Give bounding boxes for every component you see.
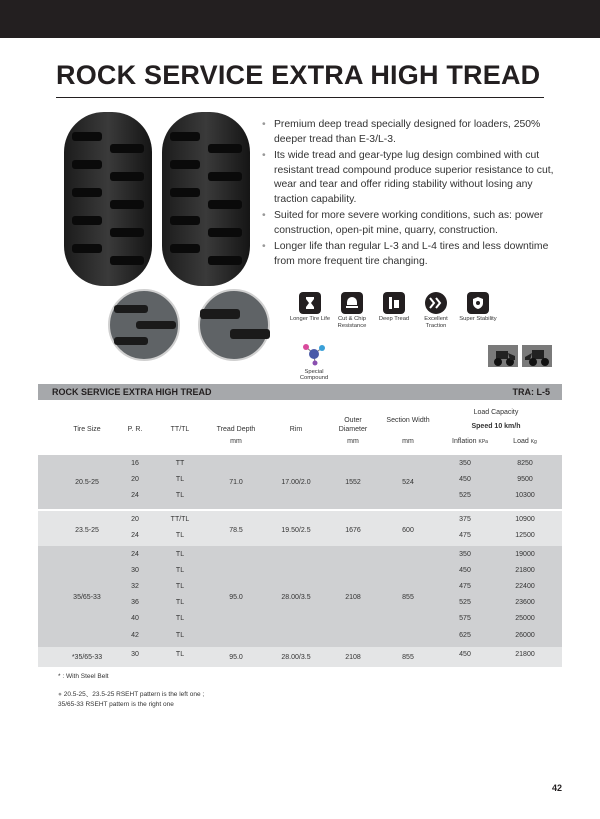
col-tttl: TT/TL (170, 426, 190, 433)
cell-outer-diameter: 2108 (345, 593, 361, 601)
col-pr: P. R. (127, 426, 143, 433)
feature-deep-tread (372, 292, 416, 323)
cell-tttl: TT (175, 460, 185, 467)
bullet-item: • Suited for more severe working conditions, such as: power construction, open-pit mine, quarry, construction. (262, 209, 562, 238)
cell-load: 12500 (515, 532, 535, 540)
cell-pr: 42 (131, 631, 139, 639)
loader-machine-icon (522, 345, 552, 367)
feature-label: Cut & Chip Resistance (337, 316, 367, 329)
cell-pr: 30 (131, 567, 139, 575)
cell-load: 21800 (515, 651, 535, 658)
col-outer-diameter: Outer Diameter (338, 417, 368, 433)
cell-tttl: TL (175, 651, 185, 658)
cell-rim: 28.00/3.5 (281, 653, 311, 661)
cell-inflation: 525 (459, 599, 471, 607)
cell-tttl: TL (175, 615, 185, 623)
cell-tttl: TL (175, 476, 185, 484)
bullet-icon: ● (58, 691, 64, 698)
cell-section-width: 855 (402, 593, 414, 601)
footnote-pattern-line-2: 35/65-33 RSEHT pattern is the right one (58, 701, 174, 708)
cut-chip-icon (341, 292, 363, 314)
cell-section-width: 600 (402, 526, 414, 534)
cell-load: 10300 (515, 492, 535, 500)
col-load-label: Load (513, 438, 529, 445)
page-title: ROCK SERVICE EXTRA HIGH TREAD (56, 60, 541, 90)
cell-load: 21800 (515, 567, 535, 575)
footnote-pattern (58, 690, 204, 710)
col-inflation-unit: KPa (478, 439, 488, 445)
footnote-steel-belt: * : With Steel Belt (58, 673, 109, 680)
feature-label: Excellent Traction (424, 316, 448, 329)
cell-load: 22400 (515, 583, 535, 591)
molecule-icon (301, 342, 327, 366)
cell-pr: 40 (131, 615, 139, 623)
tread-closeup-left (100, 289, 188, 361)
cell-inflation: 450 (459, 567, 471, 575)
feature-longer-tire-life (288, 292, 332, 323)
title-divider (56, 97, 544, 98)
cell-inflation: 475 (459, 532, 471, 540)
cell-outer-diameter: 1552 (345, 478, 361, 486)
feature-bullet-list (262, 118, 562, 271)
cell-load: 19000 (515, 551, 535, 558)
cell-pr: 30 (131, 651, 139, 658)
table-title-bar (38, 384, 562, 400)
cell-tttl: TL (175, 532, 185, 540)
cell-pr: 32 (131, 583, 139, 591)
stability-icon (467, 292, 489, 314)
cell-inflation: 450 (459, 651, 471, 658)
col-inflation-label: Inflation (452, 438, 477, 445)
cell-load: 9500 (517, 476, 533, 484)
cell-section-width: 524 (402, 478, 414, 486)
cell-tttl: TL (175, 551, 185, 558)
feature-excellent-traction (414, 292, 458, 329)
cell-tread-depth: 71.0 (229, 478, 243, 486)
cell-tire-size: 20.5-25 (75, 478, 99, 486)
cell-load: 25000 (515, 615, 535, 623)
cell-load: 23600 (515, 599, 535, 607)
deep-tread-icon (383, 292, 405, 314)
cell-pr: 36 (131, 599, 139, 607)
tra-code: TRA: L-5 (512, 387, 550, 397)
cell-pr: 20 (131, 516, 139, 523)
bullet-item: • Premium deep tread specially designed for loaders, 250% deeper tread than E-3/L-3. (262, 118, 562, 147)
page-number: 42 (551, 783, 562, 793)
cell-tire-size: 35/65-33 (73, 593, 101, 601)
cell-outer-diameter: 1676 (345, 526, 361, 534)
top-bar (0, 0, 600, 38)
col-load-capacity: Load Capacity (473, 409, 519, 416)
feature-label: Deep Tread (378, 316, 410, 322)
tire-photo (62, 108, 254, 290)
bullet-item: • Its wide tread and gear-type lug design combined with cut resistant tread compound produce superior resistance to cut, wear and tear and offer riding stability without losing any traction capability. (262, 149, 562, 207)
col-speed: Speed 10 km/h (471, 423, 521, 430)
cell-outer-diameter: 2108 (345, 653, 361, 661)
col-section-width-unit: mm (402, 438, 414, 445)
cell-pr: 24 (131, 551, 139, 558)
table-title: ROCK SERVICE EXTRA HIGH TREAD (52, 387, 212, 397)
tread-closeup-right (190, 289, 278, 361)
cell-load: 10900 (515, 516, 535, 523)
cell-tread-depth: 78.5 (229, 526, 243, 534)
cell-inflation: 475 (459, 583, 471, 591)
cell-pr: 24 (131, 532, 139, 540)
cell-inflation: 575 (459, 615, 471, 623)
feature-label: Longer Tire Life (289, 316, 331, 322)
hourglass-icon (299, 292, 321, 314)
cell-tttl: TL (175, 631, 185, 639)
loader-machine-icon (488, 345, 518, 367)
cell-rim: 19.50/2.5 (281, 526, 311, 534)
col-load (500, 437, 550, 447)
cell-section-width: 855 (402, 653, 414, 661)
feature-super-stability (456, 292, 500, 323)
cell-pr: 24 (131, 492, 139, 500)
cell-inflation: 450 (459, 476, 471, 484)
feature-special-compound (292, 342, 336, 382)
footnote-pattern-line-1: 20.5-25、23.5-25 RSEHT pattern is the left one ; (63, 691, 205, 698)
col-section-width: Section Width (386, 417, 430, 424)
cell-inflation: 625 (459, 631, 471, 639)
col-tire-size: Tire Size (73, 426, 101, 433)
col-load-unit: Kg (530, 439, 537, 445)
cell-pr: 16 (131, 460, 139, 467)
cell-tttl: TT/TL (170, 516, 190, 523)
cell-inflation: 375 (459, 516, 471, 523)
feature-cut-chip-resistance (330, 292, 374, 329)
cell-tire-size: *35/65-33 (71, 653, 103, 661)
cell-inflation: 350 (459, 551, 471, 558)
cell-inflation: 350 (459, 460, 471, 467)
cell-tread-depth: 95.0 (229, 653, 243, 661)
col-rim: Rim (289, 426, 303, 433)
feature-label: Special Compound (299, 368, 329, 382)
traction-icon (425, 292, 447, 314)
cell-load: 8250 (517, 460, 533, 467)
col-tread-depth-unit: mm (230, 438, 242, 445)
cell-tttl: TL (175, 599, 185, 607)
cell-rim: 28.00/3.5 (281, 593, 311, 601)
cell-pr: 20 (131, 476, 139, 484)
col-inflation (440, 437, 500, 447)
feature-label: Super Stability (459, 316, 497, 322)
cell-load: 26000 (515, 631, 535, 639)
bullet-item: • Longer life than regular L-3 and L-4 tires and less downtime from more frequent tire changing. (262, 240, 562, 269)
cell-inflation: 525 (459, 492, 471, 500)
cell-tttl: TL (175, 492, 185, 500)
cell-tread-depth: 95.0 (229, 593, 243, 601)
col-outer-diameter-unit: mm (347, 438, 359, 445)
cell-rim: 17.00/2.0 (281, 478, 311, 486)
cell-tttl: TL (175, 567, 185, 575)
cell-tttl: TL (175, 583, 185, 591)
cell-tire-size: 23.5-25 (75, 526, 99, 534)
col-tread-depth: Tread Depth (216, 426, 256, 433)
